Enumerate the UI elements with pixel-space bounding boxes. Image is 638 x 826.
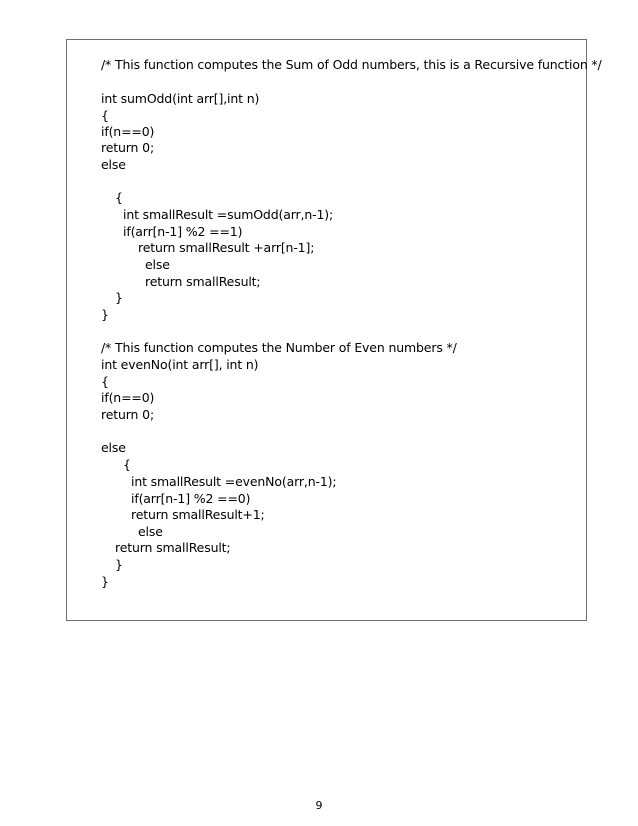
code-line: int smallResult =evenNo(arr,n-1);: [131, 474, 337, 489]
comment-sum-odd: /* This function computes the Sum of Odd numbers, this is a Recursive function */: [101, 57, 602, 72]
page-number: 9: [315, 799, 323, 812]
code-line: {: [115, 190, 123, 205]
code-line: else: [101, 157, 126, 172]
code-line: else: [138, 524, 163, 539]
code-line: {: [123, 457, 131, 472]
code-line: return 0;: [101, 407, 155, 422]
code-line: return 0;: [101, 140, 155, 155]
code-line: {: [101, 374, 109, 389]
code-line: if(arr[n-1] %2 ==0): [131, 491, 251, 506]
code-line: {: [101, 108, 109, 123]
code-line: int smallResult =sumOdd(arr,n-1);: [123, 207, 334, 222]
code-line: else: [101, 440, 126, 455]
code-line: return smallResult+1;: [131, 507, 265, 522]
comment-even-count: /* This function computes the Number of Even numbers */: [101, 340, 457, 355]
code-line: if(n==0): [101, 390, 155, 405]
code-line: int evenNo(int arr[], int n): [101, 357, 259, 372]
code-line: return smallResult;: [145, 274, 261, 289]
code-line: }: [101, 574, 109, 589]
code-line: }: [101, 307, 109, 322]
code-line: if(n==0): [101, 124, 155, 139]
code-line: return smallResult;: [115, 540, 231, 555]
code-line: int sumOdd(int arr[],int n): [101, 91, 260, 106]
code-line: }: [115, 290, 123, 305]
code-line: else: [145, 257, 170, 272]
code-line: if(arr[n-1] %2 ==1): [123, 224, 243, 239]
code-line: }: [115, 557, 123, 572]
code-line: return smallResult +arr[n-1];: [138, 240, 315, 255]
